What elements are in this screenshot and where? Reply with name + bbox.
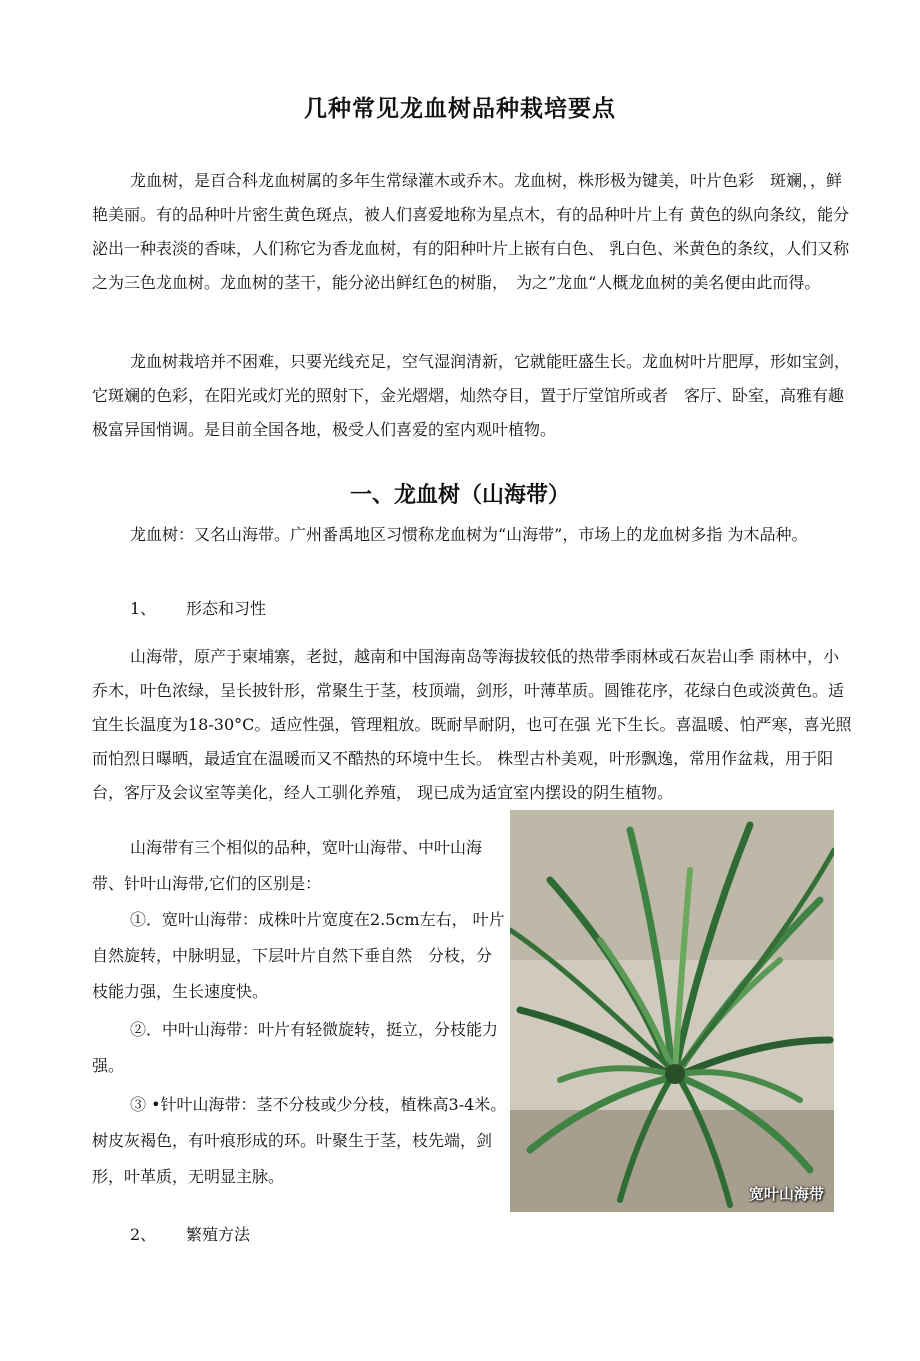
plant-illustration — [510, 810, 834, 1212]
varieties-intro-paragraph: 山海带有三个相似的品种，宽叶山海带、中叶山海带、针叶山海带,它们的区别是： — [92, 838, 483, 893]
variety-broad-leaf: ①．宽叶山海带：成株叶片宽度在2.5cm左右， 叶片自然旋转，中脉明显，下层叶片自然下垂自然 分枝，分枝能力强，生长速度快。 — [92, 910, 505, 1001]
subsection-heading-2 — [130, 1218, 250, 1252]
subsection-title: 形态和习性 — [186, 599, 267, 618]
subsection-number: 2、 — [130, 1225, 157, 1244]
variety-needle-leaf: ③ •针叶山海带：茎不分枝或少分枝，植株高3-4米。树皮灰褐色，有叶痕形成的环。叶聚生于茎，枝先端，剑形，叶革质，无明显主脉。 — [92, 1095, 507, 1186]
subsection-title: 繁殖方法 — [186, 1225, 251, 1244]
subsection-heading-1 — [130, 592, 266, 626]
variety-medium-leaf: ②．中叶山海带：叶片有轻微旋转，挺立，分枝能力强。 — [92, 1020, 499, 1075]
intro-paragraph-1: 龙血树，是百合科龙血树属的多年生常绿灌木或乔木。龙血树，株形极为键美，叶片色彩 斑斓，，鲜艳美丽。有的品种叶片密生黄色斑点，被人们喜爱地称为星点木，有的品种叶片上有 黄色的纵向条纹，能分泌出一种表淡的香味，人们称它为香龙血树，有的阳种叶片上嵌有白色、 乳白色、米黄色的条纹，人们又称之为三色龙血树。龙血树的茎干，能分泌出鲜红色的树脂， 为之”龙血“人概龙血树的美名便由此而得。 — [92, 171, 850, 292]
photo-caption: 宽叶山海带 — [748, 1185, 824, 1203]
morphology-paragraph: 山海带，原产于柬埔寨，老挝，越南和中国海南岛等海拔较低的热带季雨林或石灰岩山季 雨林中，小乔木，叶色浓绿，呈长披针形，常聚生于茎，枝顶端，剑形，叶薄革质。圆锥花序，花绿白色或淡黄色。适宜生长温度为18-30°C。适应性强，管理粗放。既耐旱耐阴，也可在强 光下生长。喜温暖、怕严寒，喜光照而怕烈日曝晒，最适宜在温暖而又不酷热的环境中生长。 株型古朴美观，叶形飘逸，常用作盆栽，用于阳台，客厅及会议室等美化，经人工驯化养殖， 现已成为适宜室内摆设的阴生植物。 — [92, 647, 852, 802]
section-intro-paragraph: 龙血树：又名山海带。广州番禹地区习惯称龙血树为“山海带”，市场上的龙血树多指 为木品种。 — [130, 525, 808, 544]
intro-paragraph-2: 龙血树栽培并不困难，只要光线充足，空气湿润清新，它就能旺盛生长。龙血树叶片肥厚，形如宝剑，它斑斓的色彩，在阳光或灯光的照射下，金光熠熠，灿然夺目，置于厅堂馆所或者 客厅、卧室，高雅有趣极富异国悄调。是目前全国各地，极受人们喜爱的室内观叶植物。 — [92, 352, 851, 439]
subsection-number: 1、 — [130, 599, 157, 618]
section-heading: 一、龙血树（山海带） — [349, 483, 570, 508]
document-title: 几种常见龙血树品种栽培要点 — [304, 96, 616, 122]
plant-photo — [510, 810, 834, 1212]
